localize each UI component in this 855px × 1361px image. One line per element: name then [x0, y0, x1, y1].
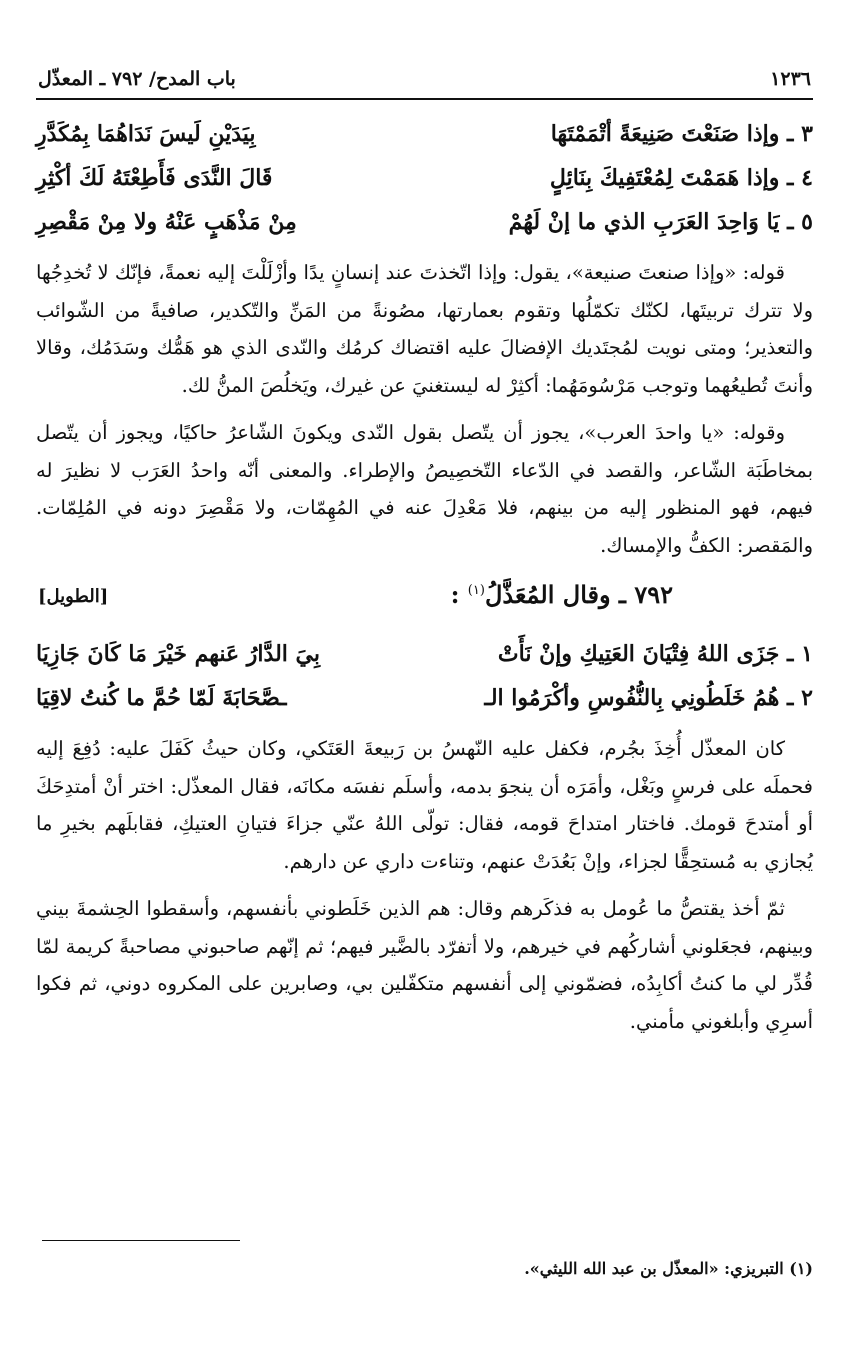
poem-title — [451, 580, 673, 609]
verse-line — [36, 112, 813, 156]
commentary-paragraph: وقوله: «يا واحدَ العرب»، يجوز أن يتّصل بقول النّدى ويكونَ الشّاعرُ حاكيًا، ويجوز أن يتّصل بمخاطَبَة الشّاعر، والقصد في الدّعاء التّخصِيصُ والإطراء. والمعنى أنّه واحدُ العَرَب لا نظيرَ له فيهم، فهو المنظور إليه من بينهم، فلا مَعْدِلَ عنه في المُهِمّات، ولا مَقْصِرَ دونه في المُلِمّات. والمَقصر: الكفُّ والإمساك. — [36, 421, 814, 557]
commentary-paragraph: كان المعذّل أُخِذَ بجُرم، فكفل عليه النّهسُ بن رَبيعةَ العَتَكي، وكان حيثُ كَفَلَ عليه: دُفِعَ إليه فحملَه على فرسٍ وبَغْل، وأمَرَه أن ينجوَ بدمه، وأسلَم نفسَه مكانَه، فقال المعذّل: اختر أنْ أمتدِحَكَ أو أمتدحَ قومك. فاختار امتداحَ قومه، فقال: تولّى اللهُ عنّي جزاءَ فتيانِ العتيكِ، فقابلَهم بخيرِ ما يُجازي به مُستحِقًّا لجزاء، وإنْ بَعُدَتْ عنهم، وتناءت داري عن دارهم. — [36, 737, 813, 873]
verse-line — [36, 632, 813, 676]
poem-792-heading — [36, 576, 813, 628]
poem-791-verses — [36, 112, 813, 244]
poem-792-verses — [36, 632, 813, 720]
verse-first-hemistich: ٢ ـ هُمُ خَلَطُونِي بِالنُّفُوسِ وأكْرَمُوا الـ — [484, 685, 813, 711]
book-page — [36, 58, 813, 1337]
verse-second-hemistich: مِنْ مَذْهَبٍ عَنْهُ ولا مِنْ مَقْصِرِ — [36, 209, 297, 235]
verse-second-hemistich: بِيَدَيْنِ لَيسَ نَدَاهُمَا بِمُكَدَّرِ — [36, 121, 256, 147]
verse-second-hemistich: ـصَّحَابَةَ لَمّا حُمَّ ما كُنتُ لاقِيَا — [36, 685, 287, 711]
poem-meter: [الطويل] — [38, 586, 109, 607]
verse-line — [36, 200, 813, 244]
footnote-divider — [42, 1240, 240, 1241]
verse-second-hemistich: بِيَ الدَّارُ عَنهم خَيْرَ مَا كَانَ جَازِيَا — [36, 641, 321, 667]
commentary-paragraph: قوله: «وإذا صنعتَ صنيعة»، يقول: وإذا اتّخذتَ عند إنسانٍ يدًا وأزْلَلْتَ إليه نعمةً، فإنّك لا تُخدِجُها ولا تترك تربيتَها، لكنّك تكمّلُها وتقوم بعمارتها، مصُونةً من المَنِّ والتّكدير، صافيةً من الشّوائب والتعذير؛ ومتى نويت لمُجتَديك الإفضالَ عليه اقتضاك كرمُك والنّدى الذي هو هَمُّك وسَدَمُك، وقالا وأنتَ تُطيعُهما وتوجب مَرْسُومَهُما: أكثِرْ له ليستغنيَ عن غيرك، ويَخلُصَ المنُّ لك. — [36, 261, 813, 397]
verse-first-hemistich: ٣ ـ وإذا صَنَعْتَ صَنِيعَةً أتْمَمْتَهَا — [550, 121, 813, 147]
verse-first-hemistich: ٤ ـ وإذا هَمَمْتَ لِمُعْتَفِيكَ بِنَائِلٍ — [549, 165, 813, 191]
page-number: ١٢٣٦ — [770, 68, 811, 90]
verse-first-hemistich: ٥ ـ يَا وَاحِدَ العَرَبِ الذي ما إنْ لَهُمْ — [508, 209, 813, 235]
title-colon: : — [450, 580, 460, 609]
page-header — [36, 58, 813, 100]
verse-line — [36, 156, 813, 200]
verse-first-hemistich: ١ ـ جَزَى اللهُ فِتْيَانَ العَتِيكِ وإنْ نَأَتْ — [497, 641, 813, 667]
verse-second-hemistich: قَالَ النَّدَى فَأَطِعْتَهُ لَكَ أكْثِرِ — [36, 165, 273, 191]
commentary-paragraph: ثمّ أخذ يقتصُّ ما عُومل به فذكَرهم وقال: هم الذين خَلَطوني بأنفسهم، وأسقطوا الحِشمةَ بيني وبينهم، فجعَلوني أشاركُهم في خيرهم، ولا أتفرّد بالضَّير فيهم؛ ثم إنّهم صاحبوني مصاحبةً كريمة لمّا قُدِّر لي ما كنتُ أكابِدُه، فضمّوني إلى أنفسهم متكفّلين بي، وصابرين على المكروه دوني، ثم فكوا أسرِي وأبلغوني مأمني. — [36, 897, 813, 1033]
poem-title-text: ٧٩٢ ـ وقال المُعَذَّلُ — [484, 580, 673, 609]
footnote-marker: (١) — [467, 583, 485, 598]
footnote-text: (١) التبريزي: «المعذّل بن عبد الله الليثي». — [524, 1259, 813, 1278]
verse-line — [36, 676, 813, 720]
running-title: باب المدح/ ٧٩٢ ـ المعذّل — [38, 68, 236, 90]
